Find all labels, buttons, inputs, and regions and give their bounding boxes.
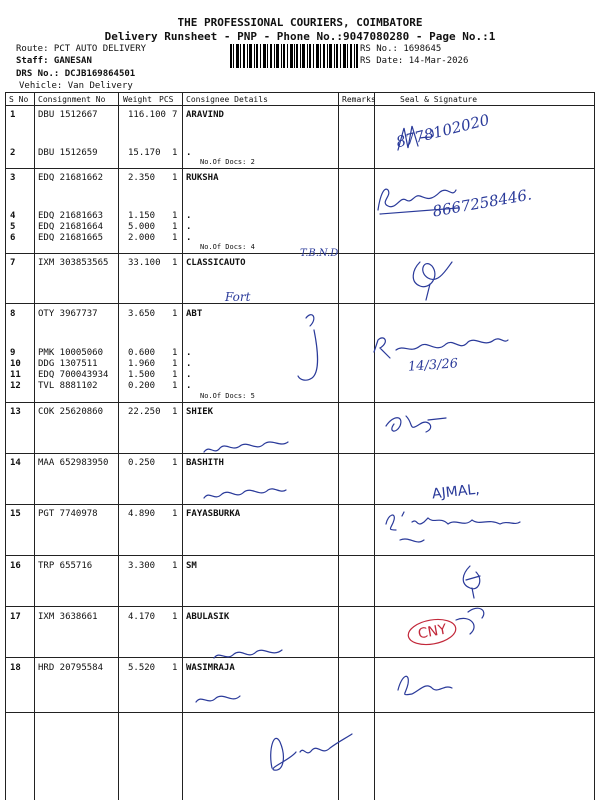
row-divider — [5, 504, 594, 505]
column-line — [338, 92, 339, 800]
row-sno: 12 — [10, 381, 21, 391]
col-header-remarks: Remarks — [342, 95, 376, 104]
row-sno: 13 — [10, 407, 21, 417]
row-weight: 1.960 — [128, 359, 156, 369]
row-weight: 2.350 — [128, 173, 156, 183]
row-divider — [5, 555, 594, 556]
row-pcs: 1 — [172, 407, 178, 417]
drs-number: DRS No.: DCJB169864501 — [16, 69, 136, 79]
row-consignee: ABT — [186, 309, 203, 319]
column-line — [594, 92, 595, 800]
row-sno: 8 — [10, 309, 16, 319]
col-header-consignment: Consignment No — [38, 95, 106, 104]
col-header-signature: Seal & Signature — [400, 95, 478, 104]
row-consignment: IXM 3638661 — [38, 612, 98, 622]
handwritten-ajmal: AJMAL, — [431, 481, 481, 503]
row-consignee: . — [186, 148, 192, 158]
row-pcs: 1 — [172, 381, 178, 391]
row-pcs: 1 — [172, 663, 178, 673]
row-pcs: 1 — [172, 370, 178, 380]
row-weight: 0.200 — [128, 381, 156, 391]
row-weight: 2.000 — [128, 233, 156, 243]
row-consignee: WASIMRAJA — [186, 663, 235, 673]
row-weight: 4.170 — [128, 612, 156, 622]
row-pcs: 1 — [172, 509, 178, 519]
row-sno: 9 — [10, 348, 16, 358]
column-line — [5, 92, 6, 800]
column-line — [374, 92, 375, 800]
row-consignment: EDQ 700043934 — [38, 370, 109, 380]
row-sno: 17 — [10, 612, 21, 622]
row-pcs: 1 — [172, 348, 178, 358]
row-consignment: EDQ 21681664 — [38, 222, 104, 232]
row-consignment: IXM 303853565 — [38, 258, 109, 268]
document-subtitle: Delivery Runsheet - PNP - Phone No.:9047080280 - Page No.:1 — [104, 30, 496, 43]
row-weight: 5.000 — [128, 222, 156, 232]
row-consignee: CLASSICAUTO — [186, 258, 246, 268]
row-pcs: 1 — [172, 173, 178, 183]
row-consignment: MAA 652983950 — [38, 458, 109, 468]
row-divider — [5, 168, 594, 169]
row-weight: 4.890 — [128, 509, 156, 519]
row-consignee: . — [186, 359, 192, 369]
row-consignment: PMK 10005060 — [38, 348, 104, 358]
row-pcs: 1 — [172, 148, 178, 158]
row-sno: 10 — [10, 359, 21, 369]
row-consignee: ARAVIND — [186, 110, 224, 120]
column-line — [34, 92, 35, 800]
row-consignee: . — [186, 211, 192, 221]
row-consignment: TRP 655716 — [38, 561, 93, 571]
row-sno: 5 — [10, 222, 16, 232]
docs-count: No.Of Docs: 2 — [200, 158, 255, 166]
col-header-sno: S No — [9, 95, 29, 104]
vehicle-label: Vehicle: Van Delivery — [19, 81, 133, 91]
handwritten-note-tbnd: T.B.N.D — [300, 248, 339, 259]
row-consignment: TVL 8881102 — [38, 381, 98, 391]
row-sno: 14 — [10, 458, 21, 468]
col-header-pcs: PCS — [159, 95, 174, 104]
row-consignee: RUKSHA — [186, 173, 219, 183]
row-divider — [5, 303, 594, 304]
row-weight: 3.650 — [128, 309, 156, 319]
handwritten-note-fort: Fort — [225, 290, 251, 304]
row-consignee: . — [186, 233, 192, 243]
row-pcs: 1 — [172, 359, 178, 369]
col-header-weight: Weight — [123, 95, 152, 104]
row-sno: 2 — [10, 148, 16, 158]
row-consignee: . — [186, 348, 192, 358]
row-sno: 4 — [10, 211, 16, 221]
row-weight: 15.170 — [128, 148, 161, 158]
rs-date: RS Date: 14-Mar-2026 — [360, 56, 469, 66]
row-sno: 18 — [10, 663, 21, 673]
row-weight: 116.100 — [128, 110, 166, 120]
row-pcs: 1 — [172, 222, 178, 232]
handwritten-cny-stamp: CNY — [416, 621, 448, 643]
docs-count: No.Of Docs: 5 — [200, 392, 255, 400]
row-sno: 1 — [10, 110, 16, 120]
row-consignee: . — [186, 222, 192, 232]
row-pcs: 1 — [172, 612, 178, 622]
table-top-border — [5, 92, 594, 93]
row-consignment: OTY 3967737 — [38, 309, 98, 319]
row-weight: 1.500 — [128, 370, 156, 380]
route-label: Route: PCT AUTO DELIVERY — [16, 44, 147, 54]
row-divider — [5, 402, 594, 403]
row-consignment: DBU 1512667 — [38, 110, 98, 120]
row-weight: 0.250 — [128, 458, 156, 468]
row-weight: 5.520 — [128, 663, 156, 673]
docs-count: No.Of Docs: 4 — [200, 243, 255, 251]
row-consignee: . — [186, 381, 192, 391]
header-divider — [5, 105, 594, 106]
row-consignment: EDQ 21681662 — [38, 173, 104, 183]
handwritten-phone-2: 8667258446. — [431, 185, 534, 221]
row-weight: 22.250 — [128, 407, 161, 417]
handwritten-date: 14/3/26 — [407, 356, 459, 375]
row-consignment: HRD 20795584 — [38, 663, 104, 673]
row-consignment: DDG 1307511 — [38, 359, 98, 369]
row-pcs: 1 — [172, 211, 178, 221]
row-weight: 33.100 — [128, 258, 161, 268]
row-pcs: 1 — [172, 233, 178, 243]
row-weight: 3.300 — [128, 561, 156, 571]
row-consignee: FAYASBURKA — [186, 509, 241, 519]
row-consignee: BASHITH — [186, 458, 224, 468]
rs-number: RS No.: 1698645 — [360, 44, 442, 54]
row-consignee: ABULASIK — [186, 612, 230, 622]
row-consignment: COK 25620860 — [38, 407, 104, 417]
handwritten-phone-1: 8778102020 — [394, 110, 492, 152]
row-consignment: DBU 1512659 — [38, 148, 98, 158]
row-weight: 0.600 — [128, 348, 156, 358]
row-consignment: EDQ 21681663 — [38, 211, 104, 221]
document-title: THE PROFESSIONAL COURIERS, COIMBATORE — [177, 16, 423, 29]
row-divider — [5, 606, 594, 607]
row-sno: 3 — [10, 173, 16, 183]
barcode-image — [230, 44, 358, 68]
row-divider — [5, 453, 594, 454]
row-divider — [5, 657, 594, 658]
table-bottom-border — [5, 712, 594, 713]
column-line — [182, 92, 183, 800]
col-header-consignee: Consignee Details — [186, 95, 268, 104]
row-weight: 1.150 — [128, 211, 156, 221]
row-consignee: SM — [186, 561, 197, 571]
row-consignment: EDQ 21681665 — [38, 233, 104, 243]
row-pcs: 7 — [172, 110, 178, 120]
row-consignee: . — [186, 370, 192, 380]
row-pcs: 1 — [172, 258, 178, 268]
row-consignment: PGT 7740978 — [38, 509, 98, 519]
row-consignee: SHIEK — [186, 407, 214, 417]
column-line — [118, 92, 119, 800]
staff-label: Staff: GANESAN — [16, 56, 92, 66]
row-pcs: 1 — [172, 561, 178, 571]
row-pcs: 1 — [172, 458, 178, 468]
row-sno: 6 — [10, 233, 16, 243]
row-sno: 16 — [10, 561, 21, 571]
row-pcs: 1 — [172, 309, 178, 319]
row-sno: 11 — [10, 370, 21, 380]
row-sno: 7 — [10, 258, 16, 268]
row-sno: 15 — [10, 509, 21, 519]
